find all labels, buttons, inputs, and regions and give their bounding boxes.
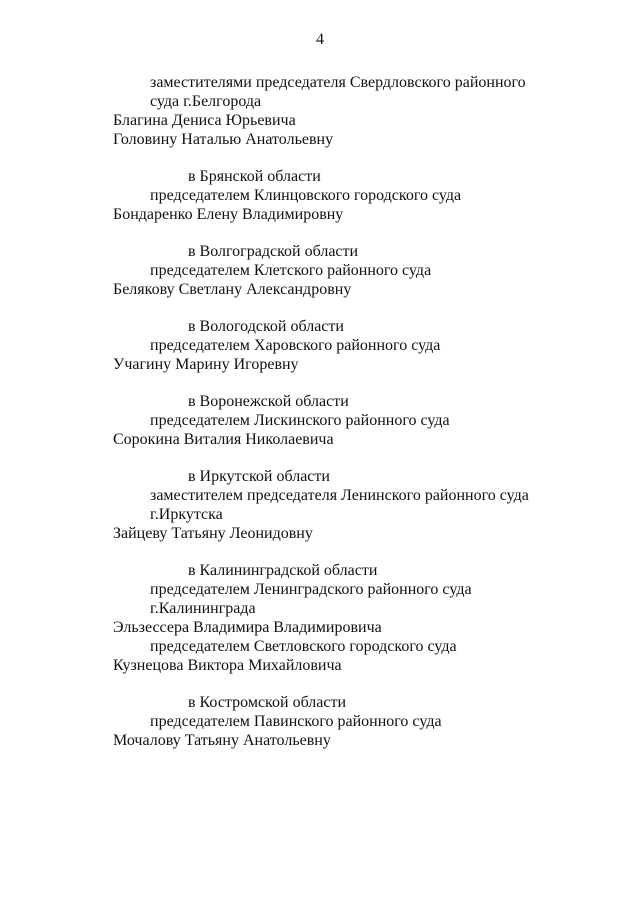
position-line: председателем Клинцовского городского суда	[150, 187, 462, 204]
region-heading: в Брянской области	[188, 168, 321, 185]
person-name: Сорокина Виталия Николаевича	[113, 431, 334, 448]
person-name: Эльзессера Владимира Владимировича	[113, 619, 382, 636]
position-line: председателем Светловского городского суда	[150, 638, 457, 655]
position-line: г.Калининграда	[150, 600, 256, 617]
paragraph-gap	[113, 224, 613, 242]
appointments-list	[113, 73, 613, 750]
position-line: заместителями председателя Свердловского районного	[150, 74, 526, 91]
position-line: председателем Лискинского районного суда	[150, 412, 450, 429]
paragraph-gap	[113, 299, 613, 317]
person-name: Белякову Светлану Александровну	[113, 281, 352, 298]
person-name: Зайцеву Татьяну Леонидовну	[113, 525, 313, 542]
position-line: председателем Харовского районного суда	[150, 337, 441, 354]
paragraph-gap	[113, 449, 613, 467]
paragraph-gap	[113, 543, 613, 561]
position-line: г.Иркутска	[150, 506, 223, 523]
region-heading: в Воронежской области	[188, 393, 349, 410]
position-line: заместителем председателя Ленинского районного суда	[150, 487, 529, 504]
person-name: Благина Дениса Юрьевича	[113, 112, 296, 129]
person-name: Мочалову Татьяну Анатольевну	[113, 732, 331, 749]
region-heading: в Вологодской области	[188, 318, 344, 335]
position-line: председателем Павинского районного суда	[150, 713, 442, 730]
person-name: Головину Наталью Анатольевну	[113, 131, 334, 148]
region-heading: в Иркутской области	[188, 468, 330, 485]
position-line: председателем Ленинградского районного суда	[150, 581, 472, 598]
region-heading: в Калининградской области	[188, 562, 378, 579]
paragraph-gap	[113, 374, 613, 392]
person-name: Учагину Марину Игоревну	[113, 356, 299, 373]
region-heading: в Костромской области	[188, 694, 347, 711]
paragraph-gap	[113, 675, 613, 693]
region-heading: в Волгоградской области	[188, 243, 359, 260]
person-name: Бондаренко Елену Владимировну	[113, 206, 344, 223]
person-name: Кузнецова Виктора Михайловича	[113, 657, 342, 674]
paragraph-gap	[113, 149, 613, 167]
position-line: суда г.Белгорода	[150, 93, 262, 110]
page-number: 4	[316, 31, 324, 48]
position-line: председателем Клетского районного суда	[150, 262, 432, 279]
